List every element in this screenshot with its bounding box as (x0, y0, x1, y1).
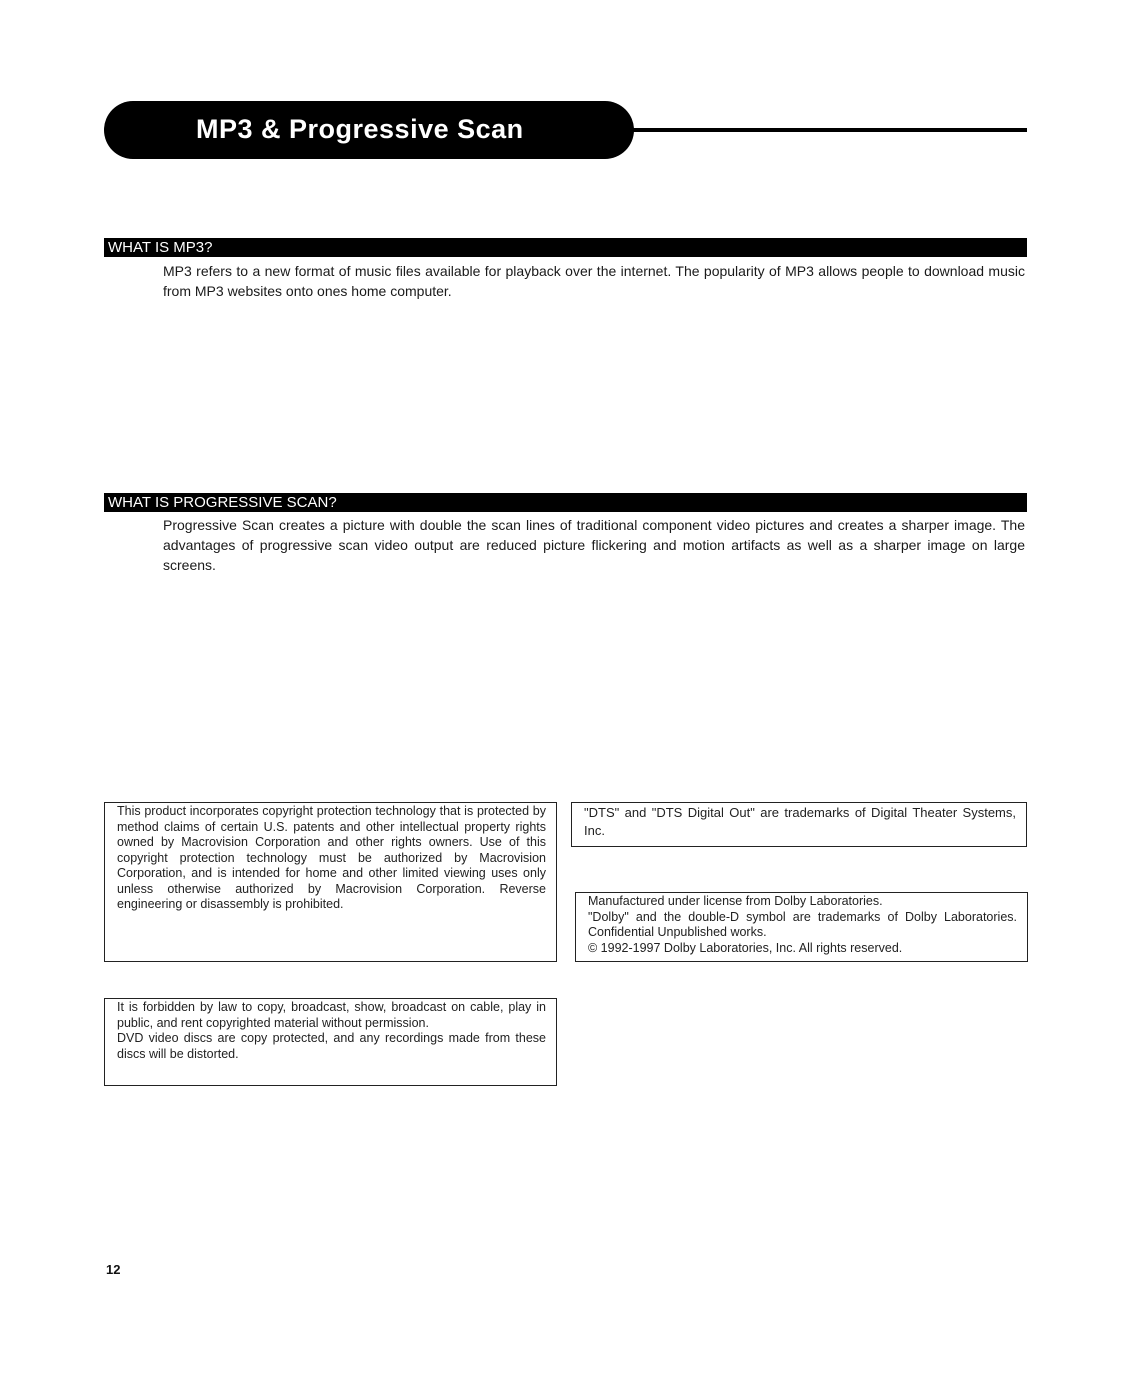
section-body-progressive-scan: Progressive Scan creates a picture with double the scan lines of traditional component video pictures and creates a sharper image. The advantages of progressive scan video output are reduced picture flickering and motion artifacts as well as a sharper image on large screens. (163, 517, 1025, 573)
section-heading-bar-mp3 (104, 238, 1027, 257)
copy-warning-line: DVD video discs are copy protected, and any recordings made from these discs will be distorted. (117, 1031, 546, 1061)
copy-warning-box (104, 998, 557, 1086)
page-title: MP3 & Progressive Scan (196, 114, 524, 144)
dts-notice-text: "DTS" and "DTS Digital Out" are trademarks of Digital Theater Systems, Inc. (584, 805, 1016, 838)
section-heading-progressive-scan: WHAT IS PROGRESSIVE SCAN? (108, 494, 337, 511)
section-heading-mp3: WHAT IS MP3? (108, 239, 213, 256)
dolby-notice-line: "Dolby" and the double-D symbol are trademarks of Dolby Laboratories. Confidential Unpublished works. (588, 909, 1017, 939)
page-number: 12 (106, 1262, 121, 1277)
section-heading-bar-progressive-scan (104, 493, 1027, 512)
dolby-notice-box (575, 892, 1028, 962)
section-body-mp3: MP3 refers to a new format of music files available for playback over the internet. The popularity of MP3 allows people to download music from MP3 websites onto ones home computer. (163, 263, 1025, 299)
macrovision-notice-text: This product incorporates copyright protection technology that is protected by method claims of certain U.S. patents and other intellectual property rights owned by Macrovision Corporation and other rights owners. Use of this copyright protection technology must be authorized by Macrovision Corporation, and is intended for home and other limited viewing uses only unless otherwise authorized by Macrovision Corporation. Reverse engineering or disassembly is prohibited. (117, 804, 546, 911)
dolby-notice-line: © 1992-1997 Dolby Laboratories, Inc. All rights reserved. (588, 940, 903, 955)
macrovision-notice-box (104, 802, 557, 962)
copy-warning-line: It is forbidden by law to copy, broadcast, show, broadcast on cable, play in public, and rent copyrighted material without permission. (117, 1000, 546, 1030)
dolby-notice-line: Manufactured under license from Dolby Laboratories. (588, 894, 883, 908)
title-rule-divider (630, 128, 1027, 132)
dts-notice-box (571, 802, 1027, 847)
